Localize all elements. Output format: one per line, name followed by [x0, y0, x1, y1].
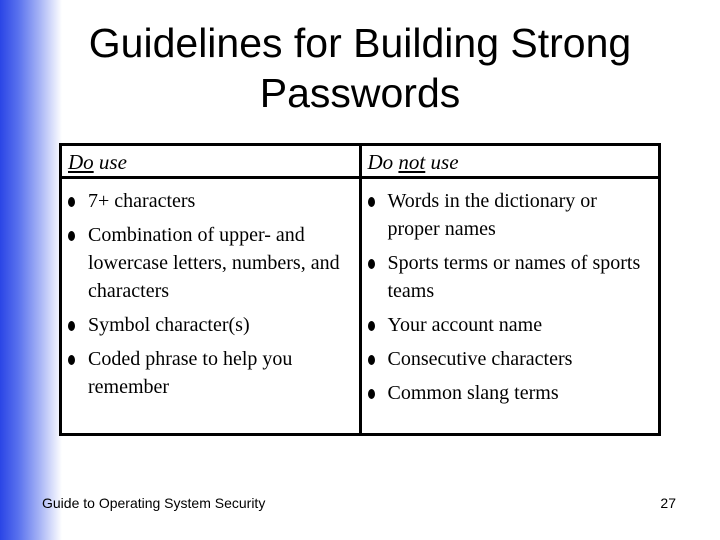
- list-item-text: Symbol character(s): [88, 314, 250, 336]
- bullet-dot-icon: [368, 389, 375, 399]
- table-body-row: [61, 178, 660, 435]
- list-item: [368, 379, 653, 407]
- bullet-dot-icon: [68, 231, 75, 241]
- bullet-dot-icon: [68, 197, 75, 207]
- password-guidelines-table: [59, 143, 661, 436]
- list-item-text: Common slang terms: [387, 382, 559, 404]
- do-use-list: [68, 187, 353, 401]
- list-item: [368, 187, 653, 243]
- bullet-dot-icon: [68, 355, 75, 365]
- do-not-use-header: [360, 145, 660, 178]
- list-item-text: 7+ characters: [88, 190, 196, 212]
- bullet-dot-icon: [368, 197, 375, 207]
- do-use-header-underlined: Do: [68, 150, 94, 174]
- list-item-text: Sports terms or names of sports teams: [387, 252, 641, 302]
- bullet-dot-icon: [368, 259, 375, 269]
- list-item-text: Your account name: [387, 314, 543, 336]
- do-use-header-rest: use: [93, 150, 127, 174]
- list-item-text: Words in the dictionary or proper names: [387, 190, 597, 240]
- list-item-text: Combination of upper- and lowercase letters, numbers, and characters: [88, 224, 340, 302]
- list-item-text: Consecutive characters: [387, 348, 573, 370]
- bullet-dot-icon: [68, 321, 75, 331]
- do-not-use-header-underlined: not: [398, 150, 426, 174]
- bullet-dot-icon: [368, 321, 375, 331]
- bullet-dot-icon: [368, 355, 375, 365]
- slide-title: Guidelines for Building Strong Passwords: [88, 20, 632, 116]
- list-item: [368, 249, 653, 305]
- list-item: [68, 311, 353, 339]
- list-item: [68, 187, 353, 215]
- page-number: 27: [660, 495, 676, 511]
- list-item: [68, 345, 353, 401]
- list-item-text: Coded phrase to help you remember: [88, 348, 293, 398]
- table-header-row: [61, 145, 660, 178]
- do-not-use-header-before: Do: [367, 150, 399, 174]
- do-not-use-list: [368, 187, 653, 407]
- footer-text: Guide to Operating System Security: [42, 495, 266, 511]
- list-item: [368, 311, 653, 339]
- do-use-cell: [61, 178, 361, 435]
- list-item: [68, 221, 353, 305]
- do-not-use-cell: [360, 178, 660, 435]
- do-not-use-header-after: use: [425, 150, 459, 174]
- list-item: [368, 345, 653, 373]
- do-use-header: [61, 145, 361, 178]
